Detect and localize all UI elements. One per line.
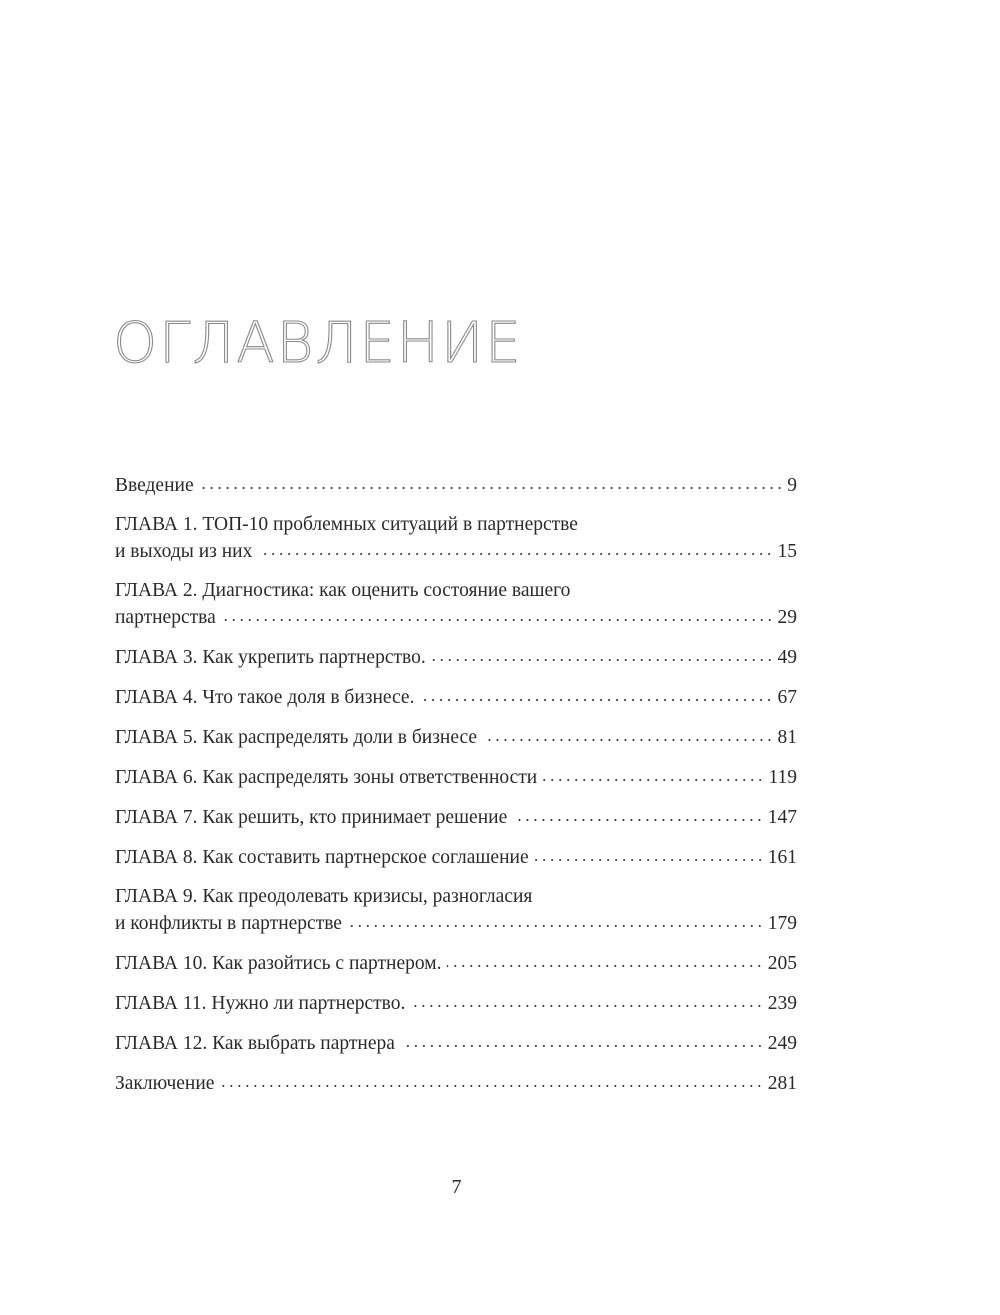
toc-page-number: 205 — [767, 953, 797, 974]
dot-leader — [543, 778, 764, 782]
toc-entry-title-continued: и конфликты в партнерстве — [115, 913, 342, 934]
toc-entry-chapter-2 — [115, 578, 797, 632]
dot-leader — [222, 618, 774, 622]
toc-entry-chapter-9 — [115, 884, 797, 938]
toc-line — [115, 724, 797, 752]
dot-leader — [401, 1044, 764, 1048]
dot-leader — [348, 924, 764, 928]
toc-line — [115, 844, 797, 872]
toc-entry-title: ГЛАВА 9. Как преодолевать кризисы, разногласия — [115, 886, 533, 907]
dot-leader — [420, 698, 773, 702]
toc-page-number: 29 — [777, 607, 797, 628]
toc-line — [115, 910, 797, 938]
toc-page-number: 281 — [767, 1073, 797, 1094]
page-title: ОГЛАВЛЕНИЕ — [113, 311, 523, 376]
dot-leader — [432, 658, 774, 662]
toc-entry-title: ГЛАВА 6. Как распределять зоны ответственности — [115, 767, 538, 788]
toc-entry-chapter-11 — [115, 990, 797, 1018]
toc-page-number: 9 — [787, 475, 797, 496]
dot-leader — [535, 858, 764, 862]
toc-entry-title: Заключение — [115, 1073, 215, 1094]
dot-leader — [220, 1084, 763, 1088]
toc-entry-title: ГЛАВА 2. Диагностика: как оценить состояние вашего — [115, 580, 571, 601]
toc-line — [115, 804, 797, 832]
toc-entry-chapter-3 — [115, 644, 797, 672]
toc-line — [115, 472, 797, 500]
toc-line — [115, 764, 797, 792]
toc-line — [115, 644, 797, 672]
table-of-contents — [115, 472, 797, 1110]
toc-entry-title: Введение — [115, 475, 194, 496]
toc-entry-introduction — [115, 472, 797, 500]
toc-entry-chapter-6 — [115, 764, 797, 792]
dot-leader — [483, 738, 773, 742]
toc-page-number: 49 — [777, 647, 797, 668]
toc-page-number: 119 — [768, 767, 797, 788]
dot-leader — [447, 964, 763, 968]
toc-line — [115, 950, 797, 978]
toc-line — [115, 990, 797, 1018]
toc-entry-title: ГЛАВА 10. Как разойтись с партнером. — [115, 953, 442, 974]
toc-entry-chapter-7 — [115, 804, 797, 832]
toc-entry-conclusion — [115, 1070, 797, 1098]
toc-entry-chapter-1 — [115, 512, 797, 566]
toc-page-number: 67 — [777, 687, 797, 708]
toc-line — [115, 538, 797, 566]
toc-entry-title: ГЛАВА 8. Как составить партнерское соглашение — [115, 847, 529, 868]
toc-entry-title: ГЛАВА 1. ТОП-10 проблемных ситуаций в партнерстве — [115, 514, 578, 535]
toc-entry-chapter-10 — [115, 950, 797, 978]
toc-entry-title: ГЛАВА 12. Как выбрать партнера — [115, 1033, 395, 1054]
toc-entry-chapter-4 — [115, 684, 797, 712]
toc-page-number: 81 — [777, 727, 797, 748]
toc-entry-title: ГЛАВА 3. Как укрепить партнерство. — [115, 647, 426, 668]
toc-page-number: 147 — [767, 807, 797, 828]
toc-line — [115, 604, 797, 632]
toc-line — [115, 1030, 797, 1058]
dot-leader — [200, 486, 784, 490]
toc-entry-title: ГЛАВА 5. Как распределять доли в бизнесе — [115, 727, 478, 748]
toc-entry-chapter-8 — [115, 844, 797, 872]
dot-leader — [411, 1004, 763, 1008]
toc-page-number: 161 — [767, 847, 797, 868]
toc-page-number: 239 — [767, 993, 797, 1014]
toc-line — [115, 1070, 797, 1098]
toc-entry-chapter-5 — [115, 724, 797, 752]
toc-entry-title-continued: и выходы из них — [115, 541, 253, 562]
dot-leader — [513, 818, 764, 822]
toc-page-number: 249 — [767, 1033, 797, 1054]
toc-entry-chapter-12 — [115, 1030, 797, 1058]
toc-entry-title: ГЛАВА 4. Что такое доля в бизнесе. — [115, 687, 415, 708]
toc-entry-title-continued: партнерства — [115, 607, 216, 628]
toc-entry-title: ГЛАВА 7. Как решить, кто принимает решение — [115, 807, 508, 828]
page-number: 7 — [451, 1176, 462, 1198]
toc-page-number: 179 — [767, 913, 797, 934]
toc-line — [115, 684, 797, 712]
dot-leader — [258, 552, 773, 556]
toc-entry-title: ГЛАВА 11. Нужно ли партнерство. — [115, 993, 406, 1014]
toc-page-number: 15 — [777, 541, 797, 562]
